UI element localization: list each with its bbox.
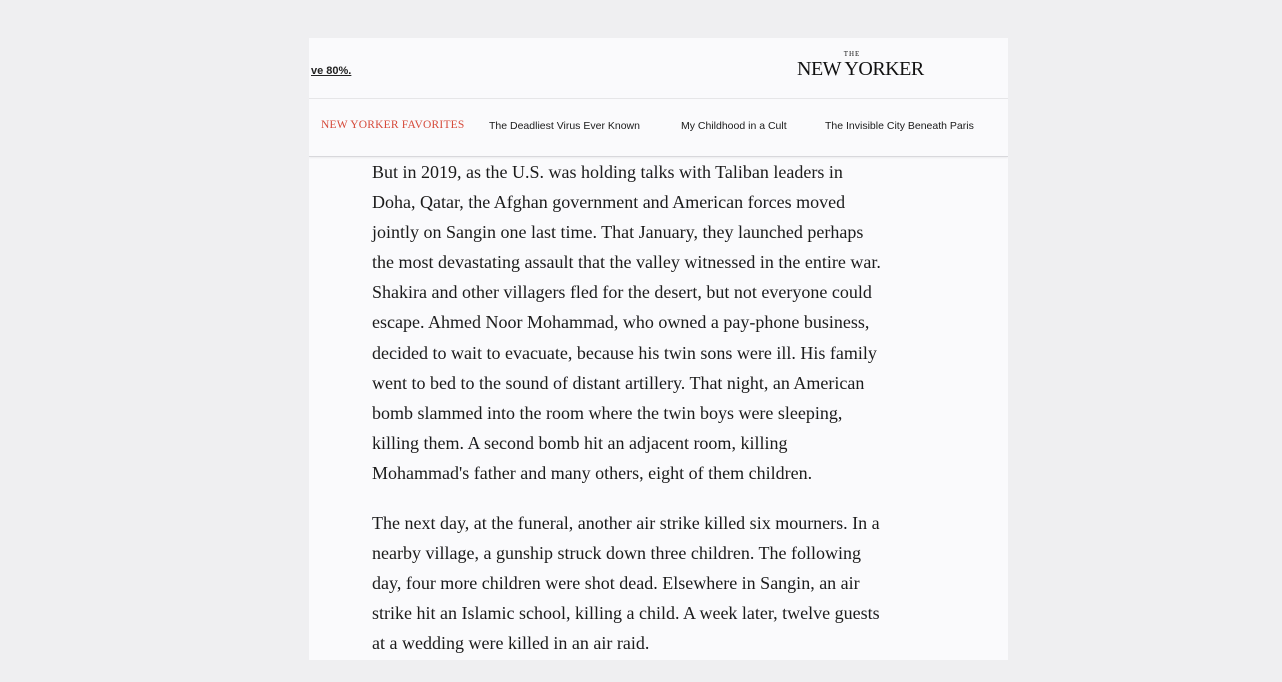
favorites-nav-bar: [309, 99, 1008, 157]
subscribe-promo-link[interactable]: ve 80%.: [311, 65, 352, 77]
text-line: But in 2019, as the U.S. was holding talks with Taliban leaders in: [372, 162, 843, 182]
text-line: escape. Ahmed Noor Mohammad, who owned a pay-phone business,: [372, 312, 870, 333]
text-line: went to bed to the sound of distant artillery. That night, an American: [372, 372, 865, 393]
text-line: the most devastating assault that the valley witnessed in the entire war.: [372, 252, 881, 273]
text-line: strike hit an Islamic school, killing a child. A week later, twelve guests: [372, 603, 880, 624]
text-line: killing them. A second bomb hit an adjacent room, killing: [372, 432, 788, 453]
text-line: nearby village, a gunship struck down three children. The following: [372, 543, 862, 564]
nav-favorites-label: NEW YORKER FAVORITES: [321, 119, 465, 131]
text-line: Mohammad's father and many others, eight of them children.: [372, 462, 813, 483]
text-line: day, four more children were shot dead. Elsewhere in Sangin, an air: [372, 573, 860, 594]
text-line: jointly on Sangin one last time. That January, they launched perhaps: [372, 222, 864, 243]
text-line: Shakira and other villagers fled for the desert, but not everyone could: [372, 282, 872, 303]
article-paragraph: [372, 157, 942, 488]
new-yorker-logo[interactable]: [797, 50, 924, 80]
article-body: [372, 157, 942, 660]
text-line: The next day, at the funeral, another air strike killed six mourners. In a: [372, 513, 880, 534]
article-page: [309, 38, 1008, 660]
masthead-the: THE: [843, 50, 861, 58]
text-line: Doha, Qatar, the Afghan government and American forces moved: [372, 192, 846, 213]
nav-link-deadliest-virus[interactable]: The Deadliest Virus Ever Known: [489, 120, 640, 132]
nav-link-invisible-city[interactable]: The Invisible City Beneath Paris: [825, 120, 974, 132]
masthead-name: NEW YORKER: [797, 58, 924, 80]
nav-link-childhood-cult[interactable]: My Childhood in a Cult: [681, 120, 787, 132]
article-paragraph: [372, 508, 942, 658]
text-line: decided to wait to evacuate, because his twin sons were ill. His family: [372, 342, 877, 363]
text-line: at a wedding were killed in an air raid.: [372, 633, 650, 654]
text-line: bomb slammed into the room where the twin boys were sleeping,: [372, 402, 843, 423]
top-bar: [309, 38, 1008, 98]
